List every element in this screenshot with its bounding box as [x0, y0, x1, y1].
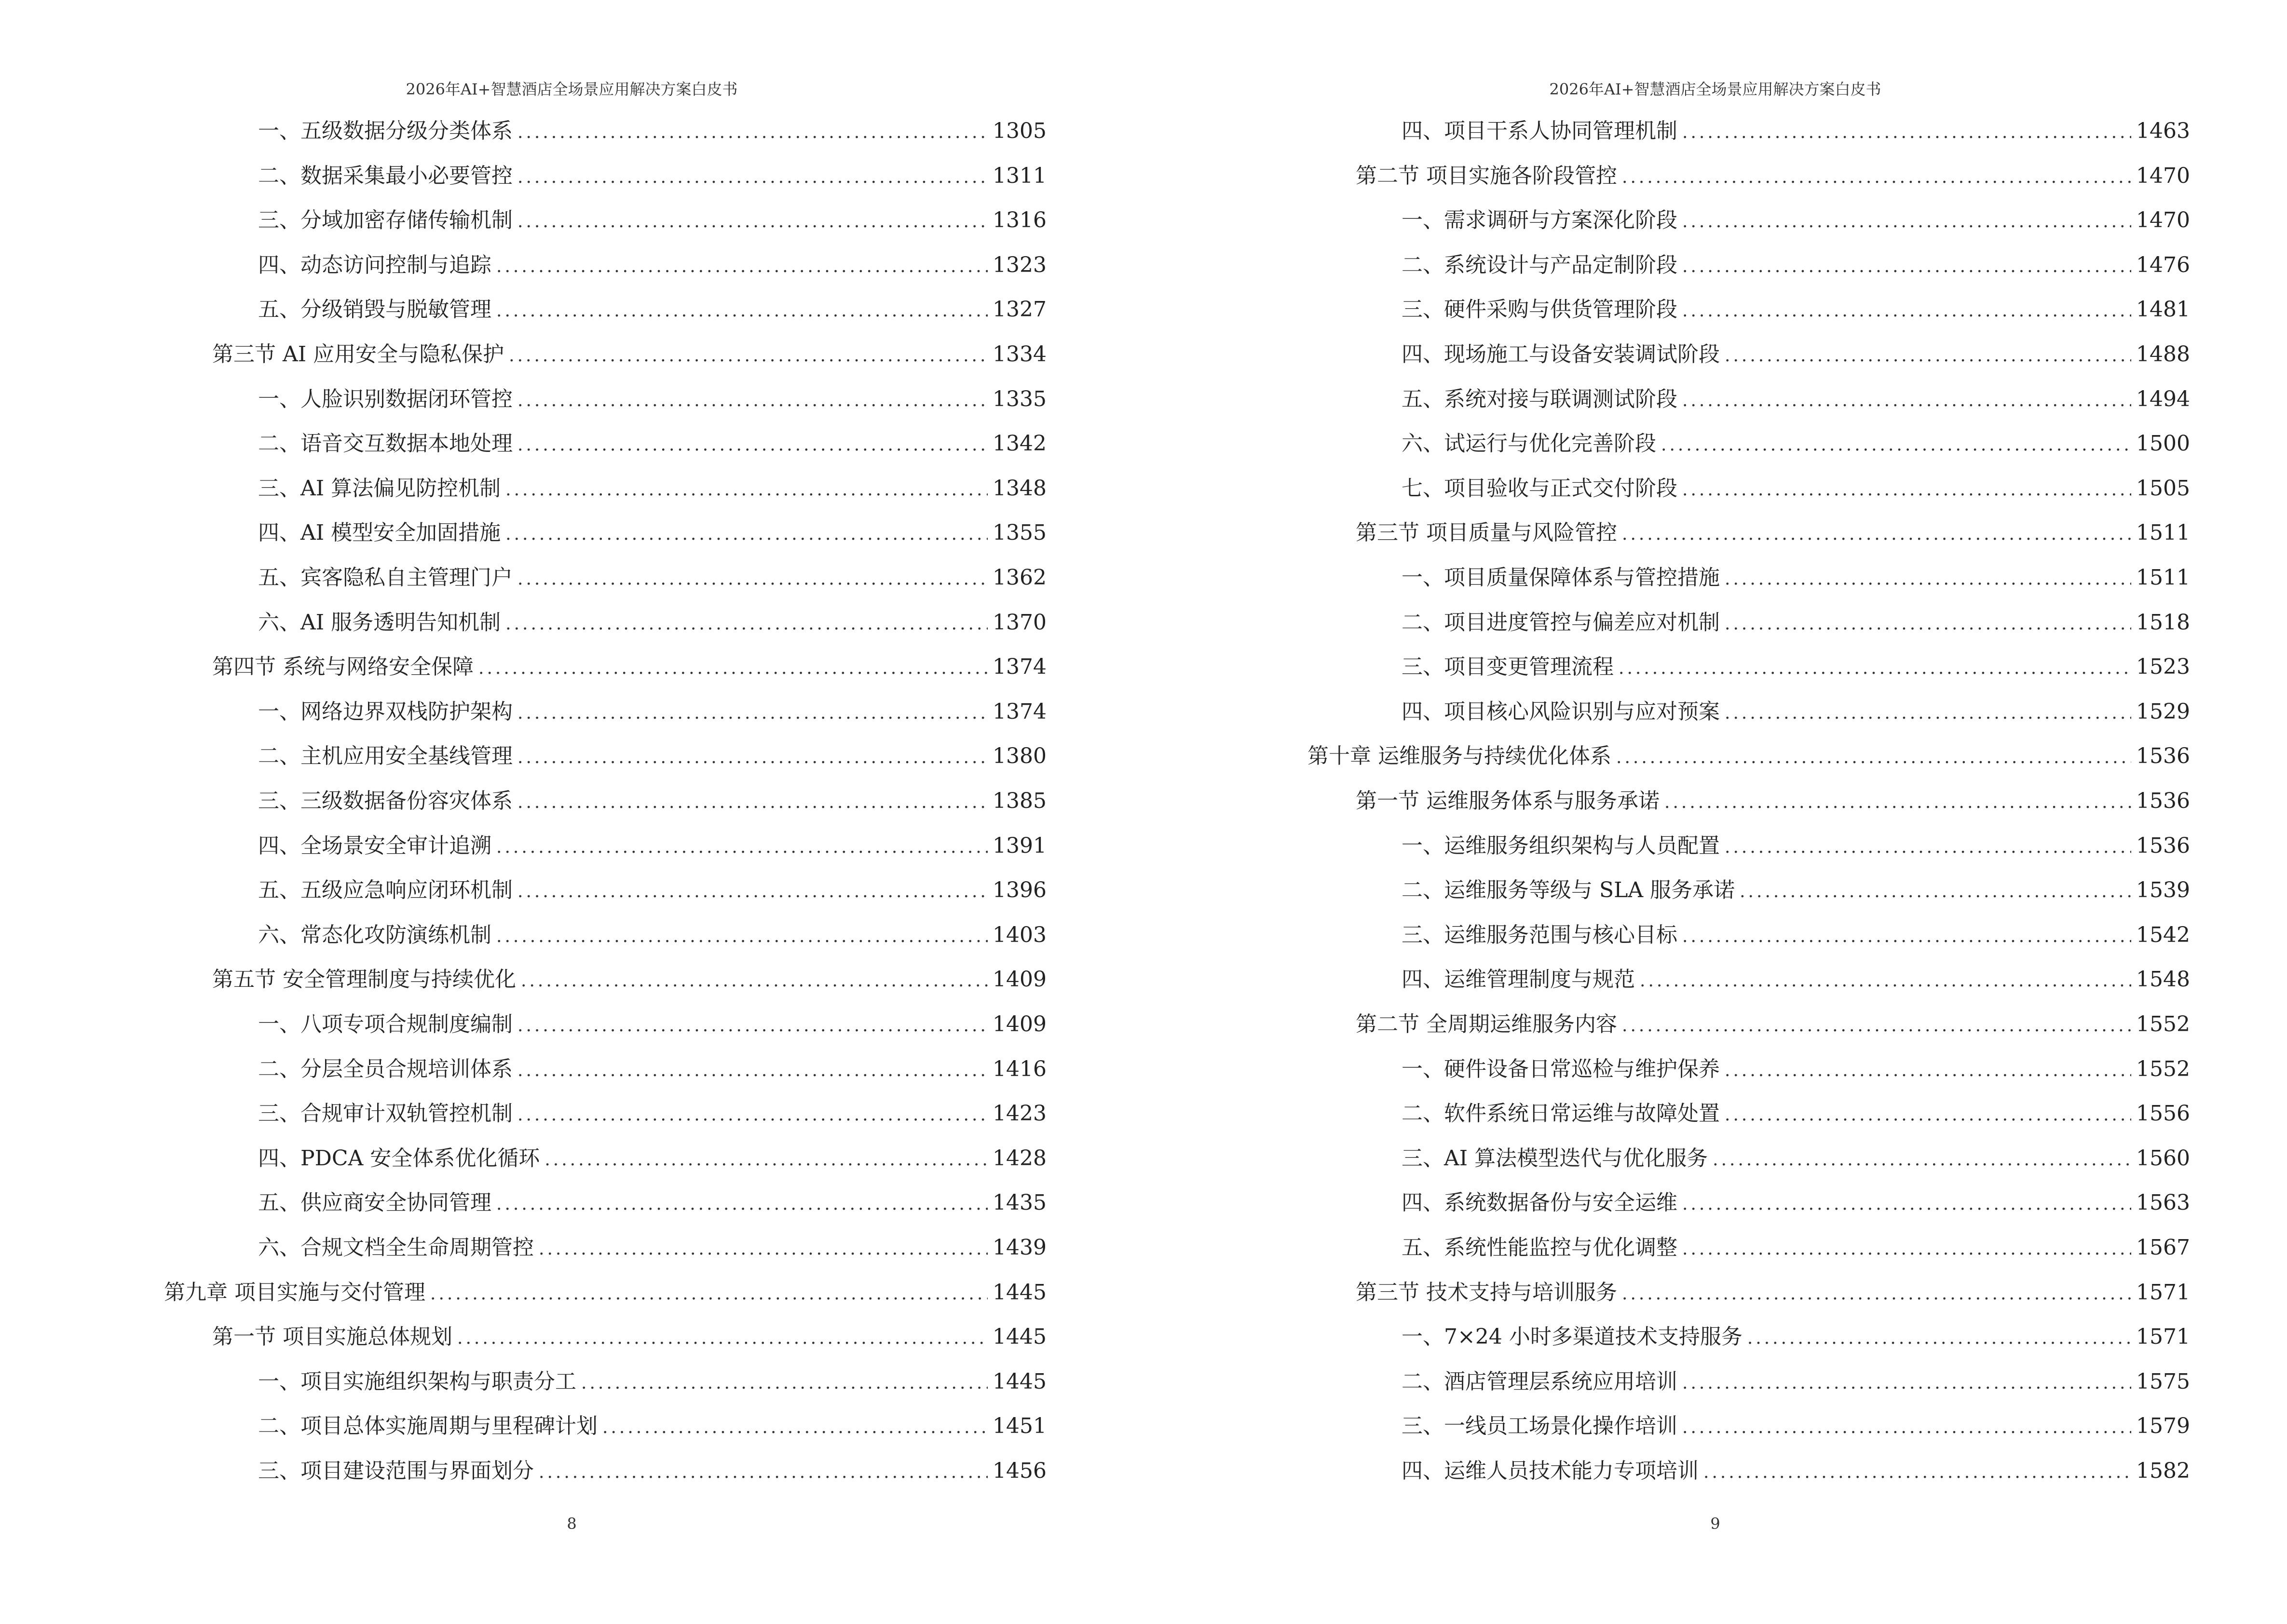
toc-leader-dots [1682, 1189, 2131, 1220]
toc-entry-title: 第九章 项目实施与交付管理 [164, 1280, 425, 1305]
toc-subsection-entry[interactable] [1402, 473, 2190, 504]
toc-leader-dots [1725, 832, 2131, 863]
toc-subsection-entry[interactable] [1402, 250, 2190, 281]
toc-subsection-entry[interactable] [258, 1054, 1047, 1085]
toc-entry-title: 第二节 项目实施各阶段管控 [1356, 163, 1617, 188]
toc-subsection-entry[interactable] [1402, 652, 2190, 682]
toc-entry-title: 三、硬件采购与供货管理阶段 [1402, 297, 1677, 322]
toc-entry-title: 三、AI 算法模型迭代与优化服务 [1402, 1146, 1708, 1171]
toc-entry-page: 1391 [993, 833, 1047, 858]
toc-leader-dots [496, 251, 988, 282]
toc-section-entry[interactable] [1356, 161, 2190, 191]
toc-entry-page: 1539 [2136, 878, 2190, 903]
toc-leader-dots [496, 1189, 988, 1220]
toc-entry-page: 1556 [2136, 1101, 2190, 1126]
toc-subsection-entry[interactable] [1402, 964, 2190, 995]
toc-entry-page: 1439 [993, 1235, 1047, 1260]
toc-subsection-entry[interactable] [1402, 205, 2190, 236]
toc-subsection-entry[interactable] [258, 1411, 1047, 1442]
toc-leader-dots [517, 564, 988, 595]
toc-leader-dots [1616, 742, 2131, 773]
toc-subsection-entry[interactable] [1402, 607, 2190, 638]
toc-subsection-entry[interactable] [1402, 562, 2190, 593]
toc-entry-page: 1396 [993, 878, 1047, 903]
toc-entry-page: 1374 [993, 699, 1047, 724]
toc-leader-dots [517, 206, 988, 237]
toc-subsection-entry[interactable] [258, 518, 1047, 548]
toc-leader-dots [517, 117, 988, 148]
toc-entry-title: 一、项目质量保障体系与管控措施 [1402, 565, 1720, 590]
toc-leader-dots [1682, 1412, 2131, 1443]
toc-entry-title: 五、系统性能监控与优化调整 [1402, 1235, 1677, 1260]
toc-entry-title: 三、一线员工场景化操作培训 [1402, 1414, 1677, 1439]
toc-entry-page: 1563 [2136, 1190, 2190, 1215]
toc-leader-dots [1682, 1234, 2131, 1265]
toc-leader-dots [1682, 117, 2131, 148]
toc-entry-title: 五、五级应急响应闭环机制 [258, 878, 513, 903]
toc-entry-page: 1451 [993, 1414, 1047, 1439]
toc-subsection-entry[interactable] [1402, 1143, 2190, 1174]
toc-subsection-entry[interactable] [258, 161, 1047, 191]
toc-entry-page: 1316 [993, 208, 1047, 233]
toc-leader-dots [1725, 1100, 2131, 1131]
toc-entry-title: 三、合规审计双轨管控机制 [258, 1101, 513, 1126]
toc-subsection-entry[interactable] [1402, 1456, 2190, 1487]
toc-entry-page: 1456 [993, 1459, 1047, 1483]
toc-subsection-entry[interactable] [1402, 294, 2190, 325]
toc-entry-page: 1416 [993, 1056, 1047, 1081]
toc-subsection-entry[interactable] [1402, 428, 2190, 459]
toc-entry-page: 1523 [2136, 655, 2190, 680]
toc-entry-page: 1575 [2136, 1369, 2190, 1394]
toc-list [1144, 116, 2287, 1486]
toc-entry-page: 1334 [993, 342, 1047, 367]
toc-entry-title: 一、硬件设备日常巡检与维护保养 [1402, 1056, 1720, 1081]
page-number: 9 [1710, 1515, 1720, 1533]
toc-leader-dots [539, 1457, 988, 1488]
toc-subsection-entry[interactable] [258, 250, 1047, 281]
toc-leader-dots [517, 162, 988, 193]
toc-entry-page: 1428 [993, 1146, 1047, 1171]
toc-entry-title: 三、AI 算法偏见防控机制 [258, 476, 501, 501]
toc-entry-title: 一、八项专项合规制度编制 [258, 1012, 513, 1037]
toc-entry-title: 一、人脸识别数据闭环管控 [258, 386, 513, 411]
toc-entry-page: 1355 [993, 520, 1047, 546]
toc-entry-page: 1511 [2136, 520, 2190, 546]
toc-subsection-entry[interactable] [258, 786, 1047, 817]
toc-entry-page: 1511 [2136, 565, 2190, 590]
toc-entry-title: 四、项目干系人协同管理机制 [1402, 119, 1677, 143]
toc-entry-title: 三、分域加密存储传输机制 [258, 208, 513, 233]
toc-entry-title: 四、项目核心风险识别与应对预案 [1402, 699, 1720, 724]
toc-entry-title: 七、项目验收与正式交付阶段 [1402, 476, 1677, 501]
toc-entry-page: 1423 [993, 1101, 1047, 1126]
toc-leader-dots [1622, 1010, 2131, 1041]
toc-entry-page: 1385 [993, 789, 1047, 813]
toc-leader-dots [1747, 1323, 2131, 1354]
toc-entry-page: 1323 [993, 252, 1047, 277]
toc-entry-page: 1380 [993, 744, 1047, 769]
toc-section-entry[interactable] [212, 652, 1047, 682]
toc-entry-page: 1463 [2136, 119, 2190, 143]
toc-entry-page: 1579 [2136, 1414, 2190, 1439]
toc-entry-page: 1403 [993, 922, 1047, 947]
toc-entry-title: 四、现场施工与设备安装调试阶段 [1402, 342, 1720, 367]
toc-entry-page: 1518 [2136, 610, 2190, 635]
toc-entry-page: 1435 [993, 1190, 1047, 1215]
toc-entry-title: 第五节 安全管理制度与持续优化 [212, 967, 516, 992]
toc-subsection-entry[interactable] [258, 920, 1047, 951]
toc-entry-page: 1445 [993, 1280, 1047, 1305]
toc-leader-dots [496, 832, 988, 863]
toc-entry-page: 1560 [2136, 1146, 2190, 1171]
toc-leader-dots [1682, 296, 2131, 327]
toc-subsection-entry[interactable] [1402, 1366, 2190, 1397]
toc-entry-title: 四、全场景安全审计追溯 [258, 833, 491, 858]
toc-subsection-entry[interactable] [258, 428, 1047, 459]
toc-chapter-entry[interactable] [164, 1277, 1047, 1308]
toc-entry-title: 六、试运行与优化完善阶段 [1402, 431, 1656, 456]
toc-entry-page: 1567 [2136, 1235, 2190, 1260]
toc-subsection-entry[interactable] [258, 1143, 1047, 1174]
toc-subsection-entry[interactable] [1402, 920, 2190, 951]
toc-subsection-entry[interactable] [258, 1009, 1047, 1040]
toc-entry-title: 第三节 AI 应用安全与隐私保护 [212, 342, 504, 367]
toc-entry-title: 五、分级销毁与脱敏管理 [258, 297, 491, 322]
toc-leader-dots [521, 966, 988, 996]
toc-entry-title: 第三节 项目质量与风险管控 [1356, 520, 1617, 546]
toc-leader-dots [1740, 876, 2131, 907]
toc-entry-title: 二、主机应用安全基线管理 [258, 744, 513, 769]
toc-subsection-entry[interactable] [258, 1366, 1047, 1397]
toc-entry-title: 第二节 全周期运维服务内容 [1356, 1012, 1617, 1037]
toc-entry-page: 1409 [993, 1012, 1047, 1037]
toc-section-entry[interactable] [212, 964, 1047, 995]
toc-leader-dots [517, 430, 988, 461]
toc-entry-page: 1445 [993, 1324, 1047, 1350]
toc-leader-dots [1725, 564, 2131, 595]
toc-entry-title: 四、系统数据备份与安全运维 [1402, 1190, 1677, 1215]
toc-section-entry[interactable] [212, 1322, 1047, 1352]
toc-leader-dots [1640, 966, 2131, 996]
toc-entry-page: 1335 [993, 386, 1047, 411]
toc-entry-page: 1529 [2136, 699, 2190, 724]
toc-entry-page: 1571 [2136, 1324, 2190, 1350]
toc-entry-title: 四、运维人员技术能力专项培训 [1402, 1459, 1699, 1483]
toc-entry-title: 二、语音交互数据本地处理 [258, 431, 513, 456]
page-header: 2026年AI+智慧酒店全场景应用解决方案白皮书 [406, 80, 738, 98]
toc-entry-title: 五、宾客隐私自主管理门户 [258, 565, 513, 590]
toc-subsection-entry[interactable] [1402, 831, 2190, 861]
toc-leader-dots [457, 1323, 988, 1354]
toc-entry-page: 1327 [993, 297, 1047, 322]
toc-leader-dots [496, 296, 988, 327]
toc-subsection-entry[interactable] [1402, 1187, 2190, 1218]
toc-leader-dots [1619, 653, 2131, 684]
toc-entry-title: 五、系统对接与联调测试阶段 [1402, 386, 1677, 411]
toc-leader-dots [1725, 609, 2131, 640]
toc-entry-title: 第三节 技术支持与培训服务 [1356, 1280, 1617, 1305]
toc-subsection-entry[interactable] [1402, 875, 2190, 906]
toc-entry-title: 一、运维服务组织架构与人员配置 [1402, 833, 1720, 858]
page-number: 8 [567, 1515, 577, 1533]
toc-leader-dots [517, 1055, 988, 1086]
toc-leader-dots [517, 876, 988, 907]
toc-entry-title: 三、三级数据备份容灾体系 [258, 789, 513, 813]
toc-subsection-entry[interactable] [258, 473, 1047, 504]
toc-leader-dots [509, 341, 988, 371]
toc-entry-page: 1500 [2136, 431, 2190, 456]
toc-entry-page: 1536 [2136, 744, 2190, 769]
toc-subsection-entry[interactable] [258, 831, 1047, 861]
toc-entry-page: 1552 [2136, 1012, 2190, 1037]
toc-subsection-entry[interactable] [258, 1456, 1047, 1487]
toc-leader-dots [517, 787, 988, 818]
toc-subsection-entry[interactable] [258, 875, 1047, 906]
toc-list [0, 116, 1144, 1486]
toc-leader-dots [1622, 1279, 2131, 1310]
toc-entry-title: 二、软件系统日常运维与故障处置 [1402, 1101, 1720, 1126]
toc-entry-title: 四、PDCA 安全体系优化循环 [258, 1146, 540, 1171]
toc-entry-title: 一、需求调研与方案深化阶段 [1402, 208, 1677, 233]
toc-entry-page: 1582 [2136, 1459, 2190, 1483]
toc-entry-title: 四、动态访问控制与追踪 [258, 252, 491, 277]
toc-leader-dots [505, 609, 988, 640]
toc-entry-title: 六、AI 服务透明告知机制 [258, 610, 501, 635]
toc-entry-title: 一、项目实施组织架构与职责分工 [258, 1369, 576, 1394]
toc-leader-dots [517, 742, 988, 773]
toc-entry-page: 1305 [993, 119, 1047, 143]
toc-entry-page: 1494 [2136, 386, 2190, 411]
toc-leader-dots [1725, 1055, 2131, 1086]
toc-subsection-entry[interactable] [258, 116, 1047, 147]
toc-entry-title: 二、酒店管理层系统应用培训 [1402, 1369, 1677, 1394]
toc-leader-dots [581, 1368, 988, 1399]
toc-entry-page: 1571 [2136, 1280, 2190, 1305]
toc-entry-title: 六、合规文档全生命周期管控 [258, 1235, 534, 1260]
toc-entry-page: 1536 [2136, 833, 2190, 858]
toc-subsection-entry[interactable] [1402, 1322, 2190, 1352]
toc-leader-dots [1622, 519, 2131, 550]
toc-entry-title: 第十章 运维服务与持续优化体系 [1307, 744, 1611, 769]
toc-entry-title: 二、项目总体实施周期与里程碑计划 [258, 1414, 598, 1439]
toc-entry-title: 第一节 运维服务体系与服务承诺 [1356, 789, 1660, 813]
toc-entry-page: 1542 [2136, 922, 2190, 947]
toc-entry-page: 1481 [2136, 297, 2190, 322]
toc-subsection-entry[interactable] [258, 294, 1047, 325]
toc-subsection-entry[interactable] [258, 1098, 1047, 1129]
toc-section-entry[interactable] [1356, 786, 2190, 817]
toc-entry-page: 1552 [2136, 1056, 2190, 1081]
toc-entry-page: 1505 [2136, 476, 2190, 501]
toc-entry-title: 第四节 系统与网络安全保障 [212, 655, 474, 680]
toc-leader-dots [517, 698, 988, 729]
toc-leader-dots [1682, 206, 2131, 237]
toc-entry-page: 1311 [993, 163, 1047, 188]
toc-subsection-entry[interactable] [1402, 1232, 2190, 1263]
toc-leader-dots [505, 475, 988, 505]
toc-entry-page: 1374 [993, 655, 1047, 680]
toc-leader-dots [545, 1145, 988, 1175]
toc-entry-page: 1362 [993, 565, 1047, 590]
toc-entry-title: 五、供应商安全协同管理 [258, 1190, 491, 1215]
toc-entry-title: 一、网络边界双栈防护架构 [258, 699, 513, 724]
toc-leader-dots [1682, 1368, 2131, 1399]
toc-entry-title: 二、分层全员合规培训体系 [258, 1056, 513, 1081]
toc-entry-page: 1342 [993, 431, 1047, 456]
toc-leader-dots [1725, 698, 2131, 729]
toc-entry-title: 二、系统设计与产品定制阶段 [1402, 252, 1677, 277]
toc-entry-page: 1470 [2136, 163, 2190, 188]
toc-entry-page: 1409 [993, 967, 1047, 992]
toc-subsection-entry[interactable] [1402, 339, 2190, 370]
toc-leader-dots [1682, 251, 2131, 282]
toc-subsection-entry[interactable] [1402, 1411, 2190, 1442]
toc-subsection-entry[interactable] [258, 696, 1047, 727]
toc-subsection-entry[interactable] [1402, 116, 2190, 147]
toc-entry-title: 四、AI 模型安全加固措施 [258, 520, 501, 546]
toc-entry-page: 1488 [2136, 342, 2190, 367]
toc-entry-title: 三、项目建设范围与界面划分 [258, 1459, 534, 1483]
toc-leader-dots [505, 519, 988, 550]
toc-entry-title: 一、7×24 小时多渠道技术支持服务 [1402, 1324, 1742, 1350]
toc-leader-dots [478, 653, 988, 684]
toc-leader-dots [539, 1234, 988, 1265]
toc-entry-title: 三、运维服务范围与核心目标 [1402, 922, 1677, 947]
toc-entry-page: 1548 [2136, 967, 2190, 992]
toc-subsection-entry[interactable] [258, 562, 1047, 593]
toc-entry-title: 四、运维管理制度与规范 [1402, 967, 1635, 992]
toc-leader-dots [1682, 385, 2131, 416]
toc-entry-page: 1370 [993, 610, 1047, 635]
toc-section-entry[interactable] [1356, 1277, 2190, 1308]
toc-subsection-entry[interactable] [1402, 696, 2190, 727]
toc-entry-page: 1470 [2136, 208, 2190, 233]
toc-leader-dots [1725, 341, 2131, 371]
toc-entry-title: 六、常态化攻防演练机制 [258, 922, 491, 947]
toc-section-entry[interactable] [1356, 1009, 2190, 1040]
toc-entry-title: 三、项目变更管理流程 [1402, 655, 1614, 680]
toc-section-entry[interactable] [1356, 518, 2190, 548]
toc-subsection-entry[interactable] [258, 1187, 1047, 1218]
toc-leader-dots [517, 1010, 988, 1041]
toc-subsection-entry[interactable] [258, 205, 1047, 236]
toc-leader-dots [1682, 921, 2131, 952]
toc-entry-title: 一、五级数据分级分类体系 [258, 119, 513, 143]
page-header: 2026年AI+智慧酒店全场景应用解决方案白皮书 [1549, 80, 1881, 98]
toc-chapter-entry[interactable] [1307, 741, 2190, 772]
toc-subsection-entry[interactable] [258, 741, 1047, 772]
toc-leader-dots [1682, 475, 2131, 505]
toc-entry-title: 第一节 项目实施总体规划 [212, 1324, 452, 1350]
toc-section-entry[interactable] [212, 339, 1047, 370]
toc-entry-title: 二、运维服务等级与 SLA 服务承诺 [1402, 878, 1735, 903]
toc-leader-dots [602, 1412, 988, 1443]
toc-entry-page: 1445 [993, 1369, 1047, 1394]
toc-leader-dots [517, 1100, 988, 1131]
toc-leader-dots [496, 921, 988, 952]
toc-subsection-entry[interactable] [258, 607, 1047, 638]
toc-page-right [1144, 0, 2287, 1624]
toc-entry-page: 1536 [2136, 789, 2190, 813]
toc-leader-dots [517, 385, 988, 416]
toc-entry-title: 二、项目进度管控与偏差应对机制 [1402, 610, 1720, 635]
toc-leader-dots [1713, 1145, 2131, 1175]
toc-entry-title: 二、数据采集最小必要管控 [258, 163, 513, 188]
toc-leader-dots [1661, 430, 2131, 461]
toc-leader-dots [1622, 162, 2131, 193]
toc-leader-dots [430, 1279, 988, 1310]
toc-leader-dots [1664, 787, 2131, 818]
toc-leader-dots [1703, 1457, 2131, 1488]
toc-subsection-entry[interactable] [1402, 1054, 2190, 1085]
toc-entry-page: 1476 [2136, 252, 2190, 277]
toc-entry-page: 1348 [993, 476, 1047, 501]
toc-subsection-entry[interactable] [1402, 384, 2190, 415]
toc-subsection-entry[interactable] [1402, 1098, 2190, 1129]
toc-subsection-entry[interactable] [258, 384, 1047, 415]
toc-subsection-entry[interactable] [258, 1232, 1047, 1263]
